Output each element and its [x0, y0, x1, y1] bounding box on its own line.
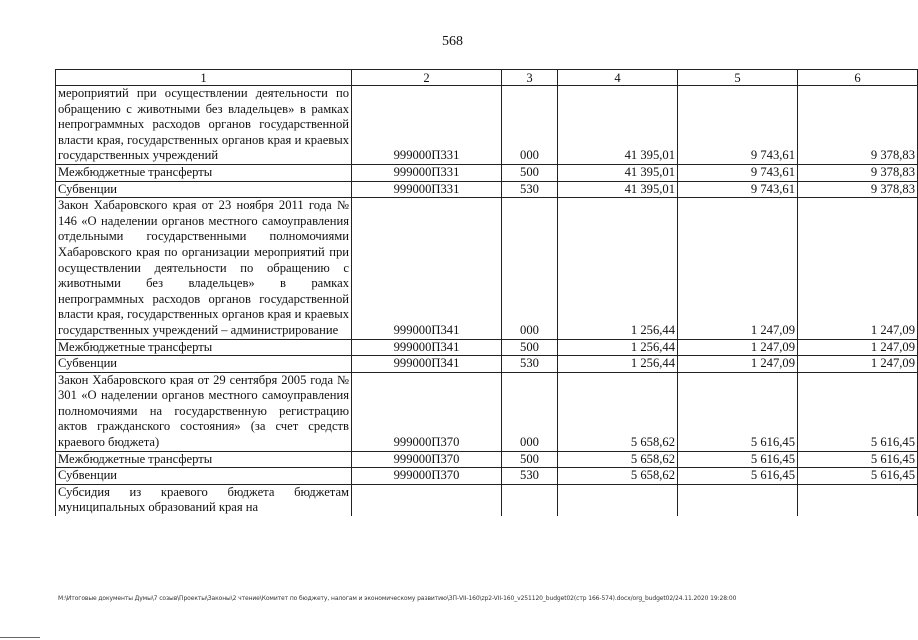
- row-description: Субвенции: [56, 181, 352, 198]
- row-target-code: 999000П341: [352, 339, 502, 356]
- row-amount-2021: 41 395,01: [558, 181, 678, 198]
- row-target-code: 999000П341: [352, 198, 502, 339]
- row-amount-2022: 5 616,45: [678, 468, 798, 485]
- row-target-code: 999000П331: [352, 164, 502, 181]
- row-amount-2021: 1 256,44: [558, 339, 678, 356]
- table-row: [56, 484, 918, 516]
- row-amount-2021: 1 256,44: [558, 198, 678, 339]
- row-amount-2023: 9 378,83: [798, 86, 918, 165]
- document-path-footer: M:\Итоговые документы Думы\7 созыв\Проекты\Законы\2 чтение\Комитет по бюджету, налогам и экономическому развитию\ЗП-VII-160\zp2-VII-160_v251120_budget02(стр 166-574).docx/org_budget02/24.11.2020 19:28:00: [58, 595, 737, 602]
- row-target-code: 999000П370: [352, 468, 502, 485]
- table-row: [56, 181, 918, 198]
- row-description: Закон Хабаровского края от 29 сентября 2005 года № 301 «О наделении органов местного самоуправления полномочиями на государственную регистрацию актов гражданского состояния» (за счет средств краевого бюджета): [56, 372, 352, 451]
- row-expense-type: 000: [502, 198, 558, 339]
- row-description: Межбюджетные трансферты: [56, 451, 352, 468]
- row-amount-2022: 1 247,09: [678, 356, 798, 373]
- row-expense-type: 500: [502, 164, 558, 181]
- row-amount-2021: 5 658,62: [558, 468, 678, 485]
- column-header: 3: [502, 70, 558, 86]
- row-amount-2023: 1 247,09: [798, 356, 918, 373]
- row-amount-2022: 5 616,45: [678, 451, 798, 468]
- row-target-code: 999000П370: [352, 372, 502, 451]
- row-amount-2021: 5 658,62: [558, 451, 678, 468]
- row-expense-type: 000: [502, 372, 558, 451]
- row-amount-2023: [798, 484, 918, 516]
- column-header: 4: [558, 70, 678, 86]
- column-header-row: [56, 70, 918, 86]
- row-description: Субсидия из краевого бюджета бюджетам муниципальных образований края на: [56, 484, 352, 516]
- row-expense-type: 500: [502, 451, 558, 468]
- row-expense-type: 000: [502, 86, 558, 165]
- row-amount-2022: 9 743,61: [678, 86, 798, 165]
- row-description: Субвенции: [56, 468, 352, 485]
- table-row: [56, 356, 918, 373]
- edge-line: [0, 637, 40, 638]
- row-description: Межбюджетные трансферты: [56, 164, 352, 181]
- table-row: [56, 164, 918, 181]
- row-description: Субвенции: [56, 356, 352, 373]
- row-amount-2022: 9 743,61: [678, 181, 798, 198]
- row-amount-2022: 5 616,45: [678, 372, 798, 451]
- row-amount-2022: [678, 484, 798, 516]
- row-description: мероприятий при осуществлении деятельности по обращению с животными без владельцев» в рамках непрограммных расходов органов государственной власти края, государственных органов края и краевых государственных учреждений: [56, 86, 352, 165]
- row-target-code: 999000П370: [352, 451, 502, 468]
- column-header: 5: [678, 70, 798, 86]
- row-amount-2023: 9 378,83: [798, 181, 918, 198]
- table-row: [56, 372, 918, 451]
- table-row: [56, 86, 918, 165]
- row-expense-type: 530: [502, 356, 558, 373]
- row-amount-2023: 1 247,09: [798, 198, 918, 339]
- row-amount-2023: 1 247,09: [798, 339, 918, 356]
- page-number: 568: [442, 34, 463, 49]
- row-amount-2023: 5 616,45: [798, 468, 918, 485]
- row-description: Межбюджетные трансферты: [56, 339, 352, 356]
- row-target-code: [352, 484, 502, 516]
- row-amount-2022: 1 247,09: [678, 339, 798, 356]
- table-row: [56, 468, 918, 485]
- row-amount-2022: 1 247,09: [678, 198, 798, 339]
- row-amount-2021: 41 395,01: [558, 86, 678, 165]
- row-amount-2021: 41 395,01: [558, 164, 678, 181]
- row-amount-2023: 9 378,83: [798, 164, 918, 181]
- row-description: Закон Хабаровского края от 23 ноября 2011 года № 146 «О наделении органов местного самоуправления отдельными государственными полномочиями Хабаровского края по организации мероприятий при осуществлении деятельности по обращению с животными без владельцев» в рамках непрограммных расходов органов государственной власти края, государственных органов края и краевых государственных учреждений – администрирование: [56, 198, 352, 339]
- row-expense-type: 530: [502, 468, 558, 485]
- row-expense-type: 530: [502, 181, 558, 198]
- row-target-code: 999000П341: [352, 356, 502, 373]
- column-header: 2: [352, 70, 502, 86]
- table-row: [56, 198, 918, 339]
- row-expense-type: 500: [502, 339, 558, 356]
- row-amount-2023: 5 616,45: [798, 451, 918, 468]
- row-expense-type: [502, 484, 558, 516]
- row-target-code: 999000П331: [352, 181, 502, 198]
- row-amount-2022: 9 743,61: [678, 164, 798, 181]
- row-target-code: 999000П331: [352, 86, 502, 165]
- row-amount-2023: 5 616,45: [798, 372, 918, 451]
- row-amount-2021: 5 658,62: [558, 372, 678, 451]
- column-header: 6: [798, 70, 918, 86]
- row-amount-2021: 1 256,44: [558, 356, 678, 373]
- budget-table: [55, 69, 918, 516]
- column-header: 1: [56, 70, 352, 86]
- row-amount-2021: [558, 484, 678, 516]
- table-row: [56, 451, 918, 468]
- table-row: [56, 339, 918, 356]
